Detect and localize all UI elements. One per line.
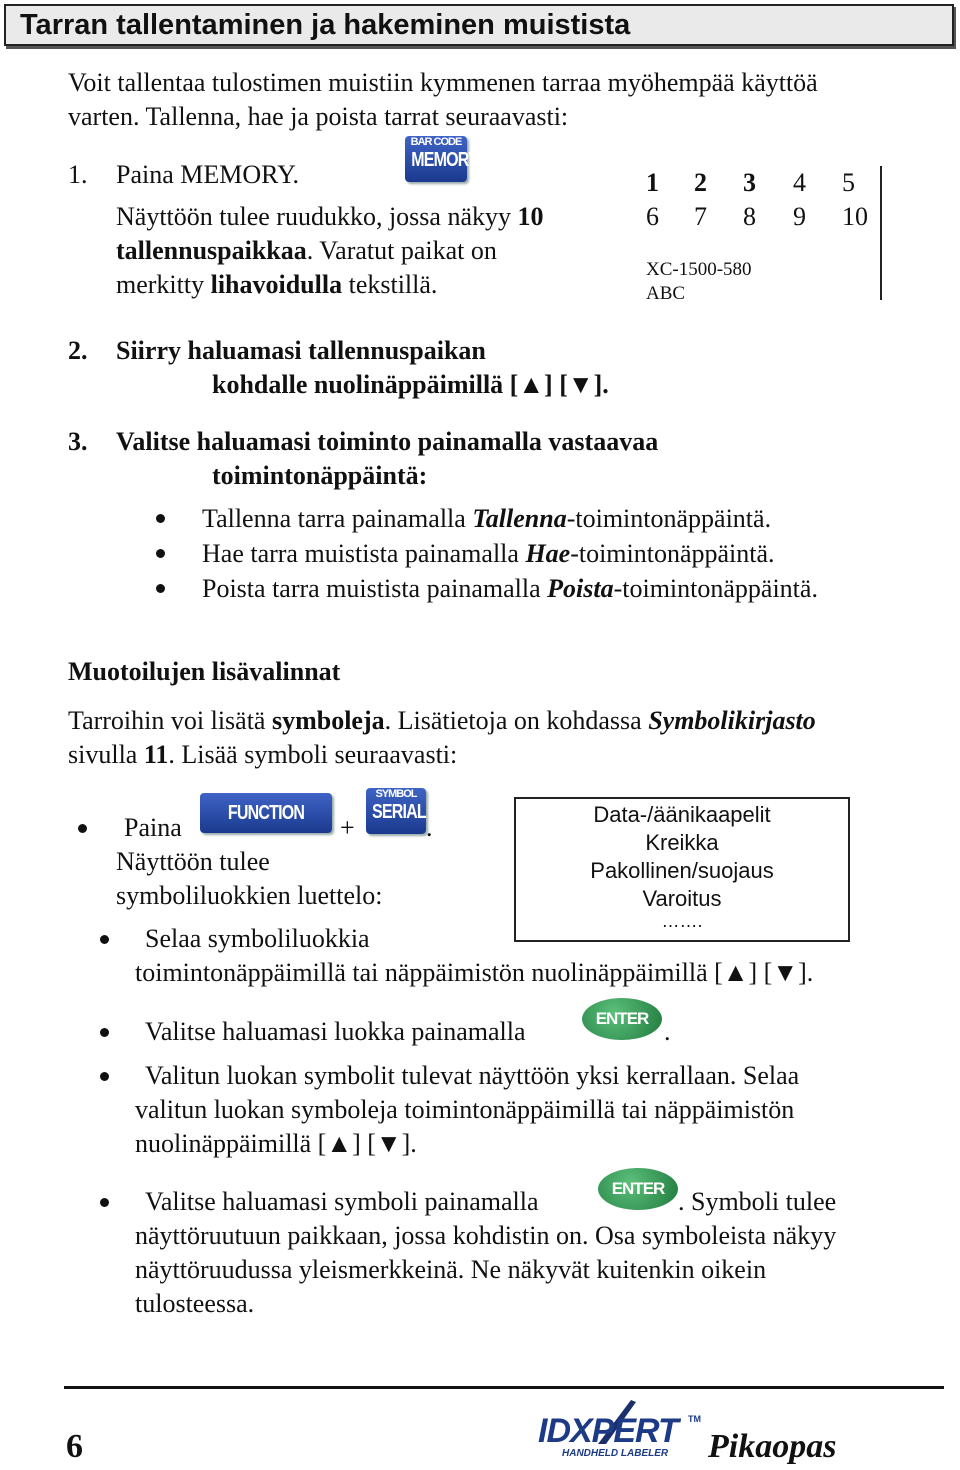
symbol-step-line-2: Näyttöön tulee bbox=[116, 847, 270, 876]
symbols-line-3: nuolinäppäimillä [▲] [▼]. bbox=[135, 1129, 417, 1158]
step1-line-4: merkitty lihavoidulla tekstillä. bbox=[116, 270, 438, 299]
step2-line-2: kohdalle nuolinäppäimillä [▲] [▼]. bbox=[212, 370, 609, 399]
guide-title: Pikaopas bbox=[708, 1428, 837, 1465]
enter-key-icon: ENTER bbox=[598, 1168, 678, 1210]
step3-line-1: Valitse haluamasi toiminto painamalla vastaavaa bbox=[116, 427, 659, 456]
category-item: Data-/äänikaapelit bbox=[593, 802, 771, 827]
step1-line-2: Näyttöön tulee ruudukko, jossa näkyy 10 bbox=[116, 202, 544, 231]
idxpert-logo: IDXPERT TM HANDHELD LABELER bbox=[536, 1398, 706, 1464]
slot-5: 5 bbox=[842, 168, 855, 197]
bullet bbox=[100, 935, 109, 944]
slot-6: 6 bbox=[646, 202, 659, 231]
grid-label-2: ABC bbox=[646, 283, 686, 304]
category-item: Kreikka bbox=[645, 830, 719, 855]
select-symbol-text-end: . Symboli tulee bbox=[678, 1187, 837, 1216]
memory-key-icon: BAR CODE MEMORY bbox=[405, 136, 467, 182]
step3-bullet-delete: Poista tarra muistista painamalla Poista-toimintonäppäintä. bbox=[202, 574, 818, 603]
step2-line-1: Siirry haluamasi tallennuspaikan bbox=[116, 336, 486, 365]
footer-rule bbox=[64, 1386, 944, 1389]
slot-9: 9 bbox=[793, 202, 806, 231]
category-item: Varoitus bbox=[642, 886, 722, 911]
select-symbol-line-4: tulosteessa. bbox=[135, 1289, 255, 1318]
step2-number: 2. bbox=[68, 336, 88, 365]
enter-key-icon: ENTER bbox=[582, 998, 662, 1040]
slot-10: 10 bbox=[842, 202, 868, 231]
category-item: Pakollinen/suojaus bbox=[590, 858, 774, 883]
intro-line-2: varten. Tallenna, hae ja poista tarrat seuraavasti: bbox=[68, 102, 569, 131]
period: . bbox=[426, 813, 433, 842]
function-key-icon: FUNCTION bbox=[200, 793, 332, 833]
browse-line-1: Selaa symboliluokkia bbox=[145, 924, 370, 953]
section-heading: Muotoilujen lisävalinnat bbox=[68, 657, 341, 686]
intro-line-1: Voit tallentaa tulostimen muistiin kymmenen tarraa myöhempää käyttöä bbox=[68, 68, 818, 97]
section-paragraph-1: Tarroihin voi lisätä symboleja. Lisätietoja on kohdassa Symbolikirjasto bbox=[68, 706, 816, 735]
step3-line-2: toimintonäppäintä: bbox=[212, 461, 428, 490]
period: . bbox=[664, 1017, 671, 1046]
select-symbol-line-2: näyttöruutuun paikkaan, jossa kohdistin on. Osa symboleista näkyy bbox=[135, 1221, 837, 1250]
bullet bbox=[156, 549, 165, 558]
slot-3: 3 bbox=[743, 168, 756, 197]
select-category-text: Valitse haluamasi luokka painamalla bbox=[145, 1017, 526, 1046]
memory-grid bbox=[630, 166, 882, 304]
select-symbol-line-3: näyttöruudussa yleismerkkeinä. Ne näkyvät kuitenkin oikein bbox=[135, 1255, 767, 1284]
plus-sign: + bbox=[340, 813, 355, 842]
step1-text: Paina MEMORY. bbox=[116, 160, 299, 189]
page-number: 6 bbox=[66, 1428, 83, 1465]
title-bar bbox=[4, 4, 954, 46]
symbols-line-2: valitun luokan symboleja toimintonäppäimillä tai näppäimistön bbox=[135, 1095, 795, 1124]
bullet bbox=[100, 1198, 109, 1207]
step3-bullet-save: Tallenna tarra painamalla Tallenna-toimintonäppäintä. bbox=[202, 504, 772, 533]
paina-label: Paina bbox=[124, 813, 182, 842]
step1-line-3: tallennuspaikkaa. Varatut paikat on bbox=[116, 236, 497, 265]
page-title: Tarran tallentaminen ja hakeminen muistista bbox=[20, 9, 631, 41]
select-symbol-text: Valitse haluamasi symboli painamalla bbox=[145, 1187, 539, 1216]
grid-label-1: XC-1500-580 bbox=[646, 259, 752, 280]
symbol-step-line-3: symboliluokkien luettelo: bbox=[116, 881, 383, 910]
category-more: ……. bbox=[661, 911, 703, 931]
slot-1: 1 bbox=[646, 168, 659, 197]
bullet bbox=[78, 824, 87, 833]
slot-2: 2 bbox=[694, 168, 707, 197]
slot-7: 7 bbox=[694, 202, 707, 231]
step3-number: 3. bbox=[68, 427, 88, 456]
bullet bbox=[100, 1072, 109, 1081]
slot-8: 8 bbox=[743, 202, 756, 231]
symbols-line-1: Valitun luokan symbolit tulevat näyttöön yksi kerrallaan. Selaa bbox=[145, 1061, 800, 1090]
symbol-category-list bbox=[514, 797, 850, 942]
slot-4: 4 bbox=[793, 168, 806, 197]
bullet bbox=[156, 584, 165, 593]
step1-number: 1. bbox=[68, 160, 88, 189]
section-paragraph-2: sivulla 11. Lisää symboli seuraavasti: bbox=[68, 740, 458, 769]
symbol-serial-key-icon: SYMBOL SERIAL bbox=[366, 788, 426, 834]
bullet bbox=[100, 1028, 109, 1037]
browse-line-2: toimintonäppäimillä tai näppäimistön nuolinäppäimillä [▲] [▼]. bbox=[135, 958, 814, 987]
step3-bullet-retrieve: Hae tarra muistista painamalla Hae-toimintonäppäintä. bbox=[202, 539, 775, 568]
bullet bbox=[156, 514, 165, 523]
